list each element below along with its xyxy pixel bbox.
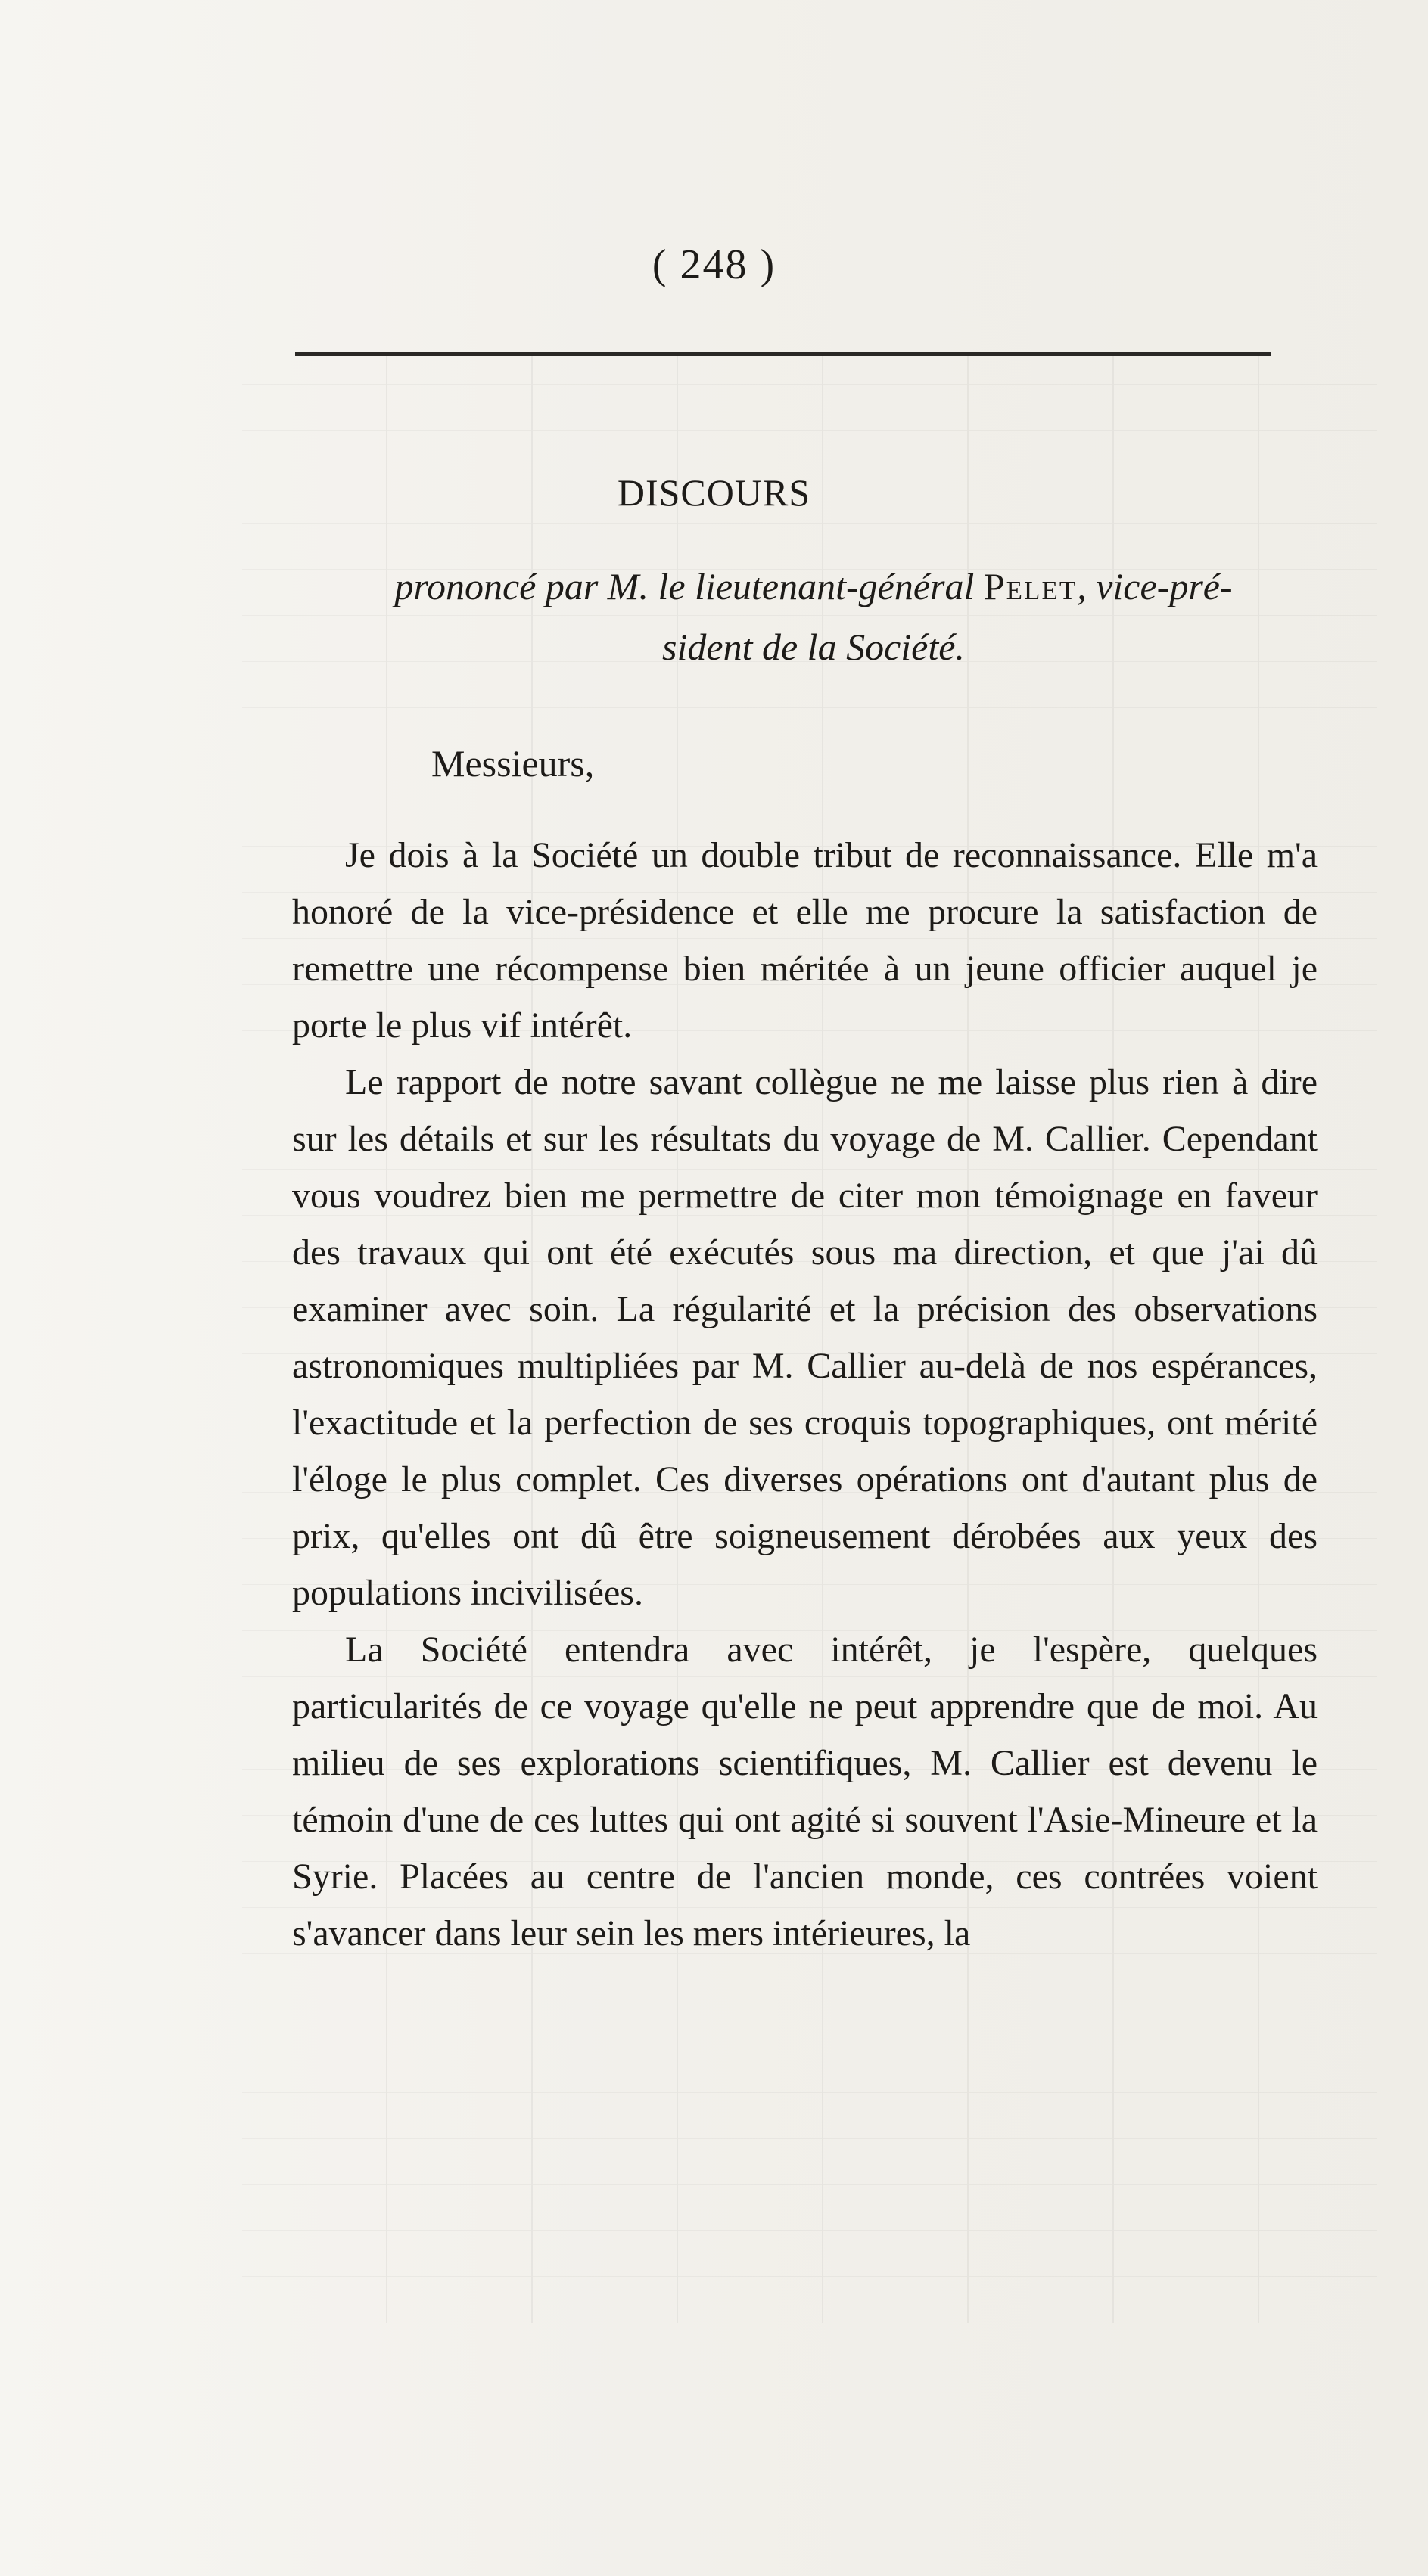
body-text	[292, 827, 1318, 1962]
subtitle	[288, 556, 1339, 677]
paragraph: Le rapport de notre savant collègue ne me laisse plus rien à dire sur les détails et sur les résultats du voyage de M. Callier. Cependant vous voudrez bien me permettre de citer mon témoignage en faveur des travaux qui ont été exécutés sous ma direction, et que j'ai dû examiner avec soin. La régularité et la précision des observations astronomiques multipliées par M. Callier au-delà de nos espérances, l'exactitude et la perfection de ses croquis topographiques, ont mérité l'éloge le plus complet. Ces diverses opérations ont d'autant plus de prix, qu'elles ont dû être soigneusement dérobées aux yeux des populations incivilisées.	[292, 1062, 1318, 1613]
paragraph: La Société entendra avec intérêt, je l'espère, quelques particularités de ce voyage qu'elle ne peut apprendre que de moi. Au milieu de ses explorations scientifiques, M. Callier est devenu le témoin d'une de ces luttes qui ont agité si souvent l'Asie-Mineure et la Syrie. Placées au centre de l'ancien monde, ces contrées voient s'avancer dans leur sein les mers intérieures, la	[292, 1630, 1318, 1953]
subtitle-name: Pelet	[983, 565, 1078, 607]
page-title: DISCOURS	[617, 471, 811, 514]
header-rule	[295, 352, 1271, 356]
subtitle-line2: sident de la Société.	[662, 626, 965, 668]
salutation: Messieurs,	[431, 742, 595, 785]
subtitle-part2: , vice-pré-	[1077, 565, 1233, 607]
paragraph: Je dois à la Société un double tribut de reconnaissance. Elle m'a honoré de la vice-présidence et elle me procure la satisfaction de remettre une récompense bien méritée à un jeune officier auquel je porte le plus vif intérêt.	[292, 835, 1318, 1046]
subtitle-part1: prononcé par M. le lieutenant-général	[394, 565, 984, 607]
page-number: ( 248 )	[652, 241, 776, 288]
